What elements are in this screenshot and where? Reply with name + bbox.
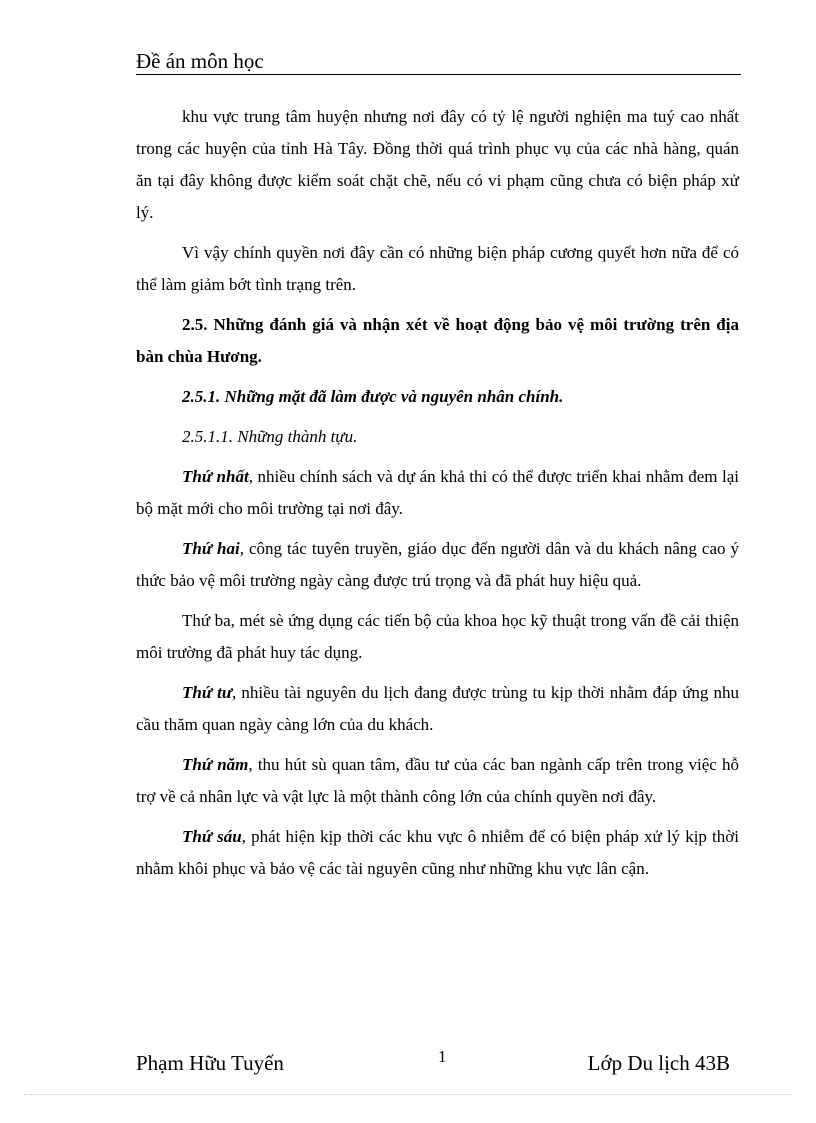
text-second: , công tác tuyên truyền, giáo dục đến người dân và du khách nâng cao ý thức bảo vệ môi trường ngày càng được trú trọng và đã phát huy hiệu quả. <box>136 539 739 590</box>
paragraph-first <box>136 461 739 525</box>
lead-first: Thứ nhất <box>182 467 249 486</box>
paragraph-intro: khu vực trung tâm huyện nhưng nơi đây có tỷ lệ người nghiện ma tuý cao nhất trong các huyện của tỉnh Hà Tây. Đồng thời quá trình phục vụ của các nhà hàng, quán ăn tại đây không được kiểm soát chặt chẽ, nếu có vi phạm cũng chưa có biện pháp xử lý. <box>136 107 739 222</box>
lead-fifth: Thứ năm <box>182 755 249 774</box>
page-footer <box>136 1048 730 1078</box>
footer-class-name: Lớp Du lịch 43B <box>587 1051 730 1075</box>
section-heading-2-5: 2.5. Những đánh giá và nhận xét về hoạt động bảo vệ môi trường trên địa bàn chùa Hương. <box>136 315 739 366</box>
section-heading-2-5-1-1: 2.5.1.1. Những thành tựu. <box>182 427 358 446</box>
text-fourth: , nhiều tài nguyên du lịch đang được trùng tu kịp thời nhằm đáp ứng nhu cầu thăm quan ngày càng lớn của du khách. <box>136 683 740 734</box>
lead-second: Thứ hai <box>182 539 240 558</box>
paragraph-fourth <box>136 677 739 741</box>
paragraph-fifth <box>136 749 739 813</box>
text-sixth: , phát hiện kịp thời các khu vực ô nhiễm để có biện pháp xử lý kịp thời nhằm khôi phục và bảo vệ các tài nguyên cũng như những khu vực lân cận. <box>136 827 739 878</box>
paragraph-second <box>136 533 739 597</box>
paragraph-sixth <box>136 821 739 885</box>
page-number: 1 <box>438 1047 447 1066</box>
section-heading-2-5-1: 2.5.1. Những mặt đã làm được và nguyên nhân chính. <box>182 387 564 406</box>
paragraph-third: Thứ ba, mét sè ứng dụng các tiến bộ của khoa học kỹ thuật trong vấn đề cải thiện môi trường đã phát huy tác dụng. <box>136 611 739 662</box>
lead-sixth: Thứ sáu <box>182 827 242 846</box>
page-bottom-divider <box>24 1094 792 1095</box>
text-fifth: , thu hút sù quan tâm, đầu tư của các ban ngành cấp trên trong việc hỗ trợ về cả nhân lực và vật lực là một thành công lớn của chính quyền nơi đây. <box>136 755 739 806</box>
footer-author: Phạm Hữu Tuyến <box>136 1051 284 1075</box>
header-title: Đề án môn học <box>136 49 264 73</box>
text-first: , nhiều chính sách và dự án khả thi có thể được triển khai nhằm đem lại bộ mặt mới cho môi trường tại nơi đây. <box>136 467 739 518</box>
page-header <box>136 48 741 75</box>
document-body <box>136 101 739 893</box>
paragraph-conclusion: Vì vậy chính quyền nơi đây cần có những biện pháp cương quyết hơn nữa để có thể làm giảm bớt tình trạng trên. <box>136 243 739 294</box>
lead-fourth: Thứ tư <box>182 683 233 702</box>
